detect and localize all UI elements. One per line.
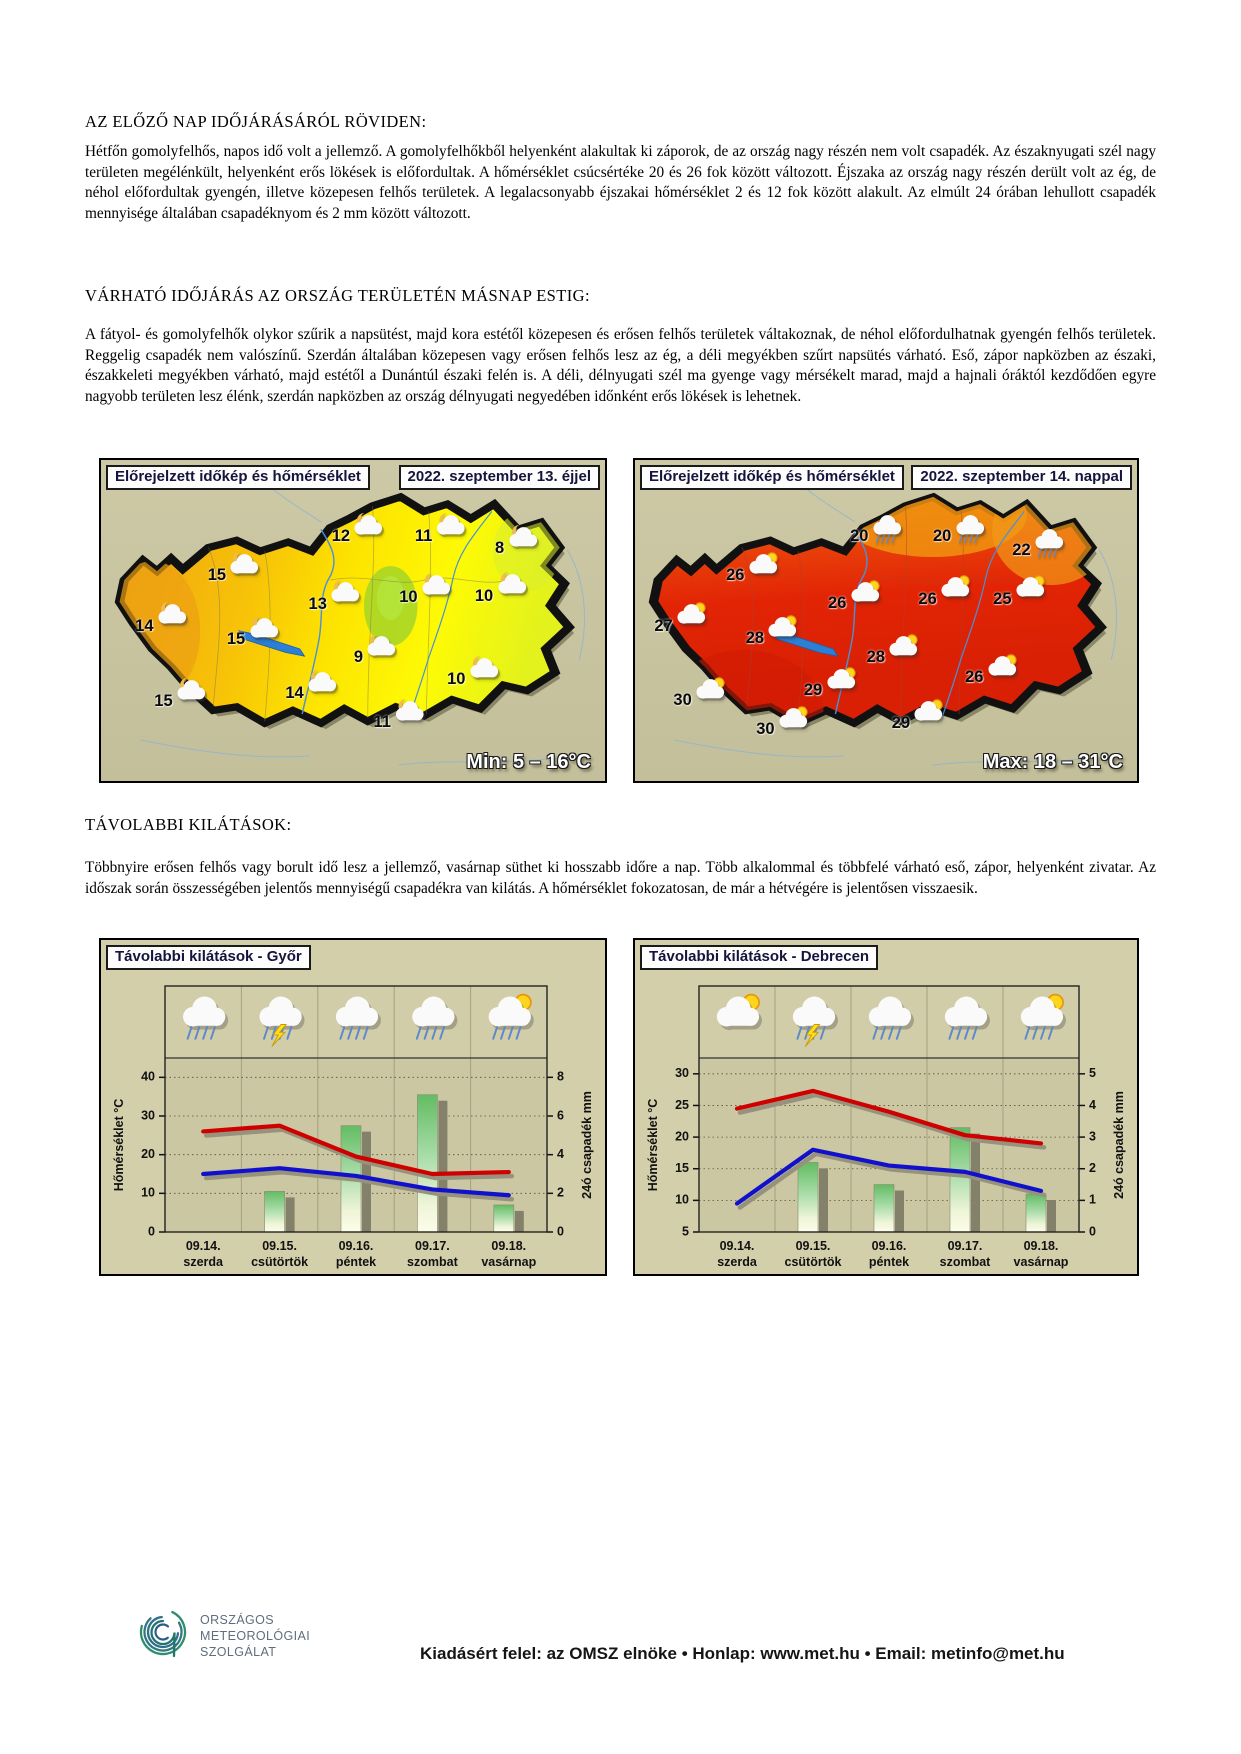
temp-value: 11 bbox=[373, 713, 391, 732]
x-label-day: vasárnap bbox=[481, 1255, 537, 1269]
temp-marker bbox=[154, 691, 207, 713]
precip-bar bbox=[1026, 1194, 1046, 1232]
temp-value: 26 bbox=[918, 589, 937, 608]
temp-value: 26 bbox=[726, 566, 745, 585]
temp-value: 29 bbox=[891, 713, 911, 732]
temp-marker bbox=[208, 565, 261, 587]
map-temps-overlay bbox=[101, 460, 605, 781]
section3-heading: TÁVOLABBI KILÁTÁSOK: bbox=[85, 815, 292, 834]
x-axis-labels bbox=[183, 1239, 536, 1269]
moon-cloud-icon bbox=[419, 573, 453, 609]
moon-cloud-icon bbox=[505, 524, 539, 560]
temp-value: 15 bbox=[226, 630, 246, 649]
moon-cloud-icon bbox=[351, 512, 385, 548]
forecast-map-day bbox=[633, 458, 1139, 783]
moon-cloud-icon bbox=[466, 655, 500, 691]
precip-bar-shadow bbox=[1047, 1200, 1056, 1232]
temp-marker bbox=[285, 683, 338, 705]
temp-value: 29 bbox=[803, 681, 823, 700]
temp-marker bbox=[654, 615, 707, 637]
temp-marker bbox=[804, 680, 857, 702]
precip-bar-shadow bbox=[286, 1197, 295, 1232]
map-temps-overlay bbox=[635, 460, 1137, 781]
outlook-chart-debrecen bbox=[633, 938, 1139, 1276]
temp-value: 12 bbox=[331, 527, 351, 546]
temp-marker bbox=[495, 538, 539, 560]
temp-value: 27 bbox=[654, 616, 673, 635]
x-label-day: péntek bbox=[335, 1255, 377, 1269]
svg-text:0: 0 bbox=[557, 1224, 564, 1239]
temp-marker bbox=[332, 526, 385, 548]
precip-bar-shadow bbox=[515, 1211, 524, 1232]
svg-text:1: 1 bbox=[1089, 1192, 1096, 1207]
svg-text:5: 5 bbox=[682, 1224, 689, 1239]
chart-title: Távolabbi kilátások - Debrecen bbox=[640, 945, 878, 970]
svg-text:10: 10 bbox=[675, 1192, 689, 1207]
sun-cloud-icon bbox=[984, 653, 1018, 689]
sun-cloud-icon bbox=[674, 601, 708, 637]
outlook-chart-svg bbox=[635, 940, 1137, 1274]
moon-cloud-icon bbox=[227, 551, 261, 587]
temp-marker bbox=[867, 647, 920, 669]
svg-text:2: 2 bbox=[557, 1185, 564, 1200]
precip-bar-shadow bbox=[819, 1168, 828, 1232]
temp-marker bbox=[933, 526, 986, 548]
temp-value: 28 bbox=[745, 629, 765, 648]
temp-marker bbox=[673, 690, 726, 712]
svg-text:0: 0 bbox=[148, 1224, 155, 1239]
map-max-range-label: Max: 18 – 31°C bbox=[982, 751, 1123, 773]
precip-bar-shadow bbox=[971, 1134, 980, 1232]
precip-bar-shadow bbox=[438, 1101, 447, 1232]
svg-text:4: 4 bbox=[1089, 1097, 1096, 1112]
svg-text:6: 6 bbox=[557, 1108, 564, 1123]
precip-bar-shadow bbox=[895, 1191, 904, 1232]
temp-value: 15 bbox=[207, 566, 227, 585]
outlook-chart-gyor bbox=[99, 938, 607, 1276]
temp-value: 25 bbox=[993, 589, 1012, 608]
rain-cloud-icon bbox=[952, 512, 986, 548]
temp-marker bbox=[892, 712, 945, 734]
temp-marker bbox=[746, 628, 799, 650]
map-title: Előrejelzett időkép és hőmérséklet bbox=[106, 465, 370, 490]
moon-cloud-icon bbox=[494, 572, 528, 608]
temp-marker bbox=[756, 719, 809, 741]
svg-text:25: 25 bbox=[675, 1097, 689, 1112]
temp-value: 28 bbox=[866, 648, 886, 667]
right-axis-title: 24ó csapadék mm bbox=[580, 1091, 594, 1199]
moon-cloud-icon bbox=[155, 601, 189, 637]
temp-value: 11 bbox=[414, 527, 433, 546]
chart-canvas bbox=[635, 940, 1137, 1274]
moon-cloud-icon bbox=[392, 698, 426, 734]
precip-bar bbox=[265, 1191, 285, 1232]
temp-marker bbox=[415, 526, 467, 548]
temp-marker bbox=[850, 526, 903, 548]
x-label-day: szerda bbox=[717, 1255, 757, 1269]
section3-paragraph: Többnyire erősen felhős vagy borult idő lesz a jellemző, vasárnap süthet ki hosszabb időre a nap. Több alkalommal és többfelé várható eső, zápor, helyenként zivatar. Az időszak során összességében jelentős mennyiségű csapadékra van kilátás. A hőmérséklet fokozatosan, de már a hétvégére is jelentősen visszaesik. bbox=[85, 859, 1156, 897]
moon-cloud-icon bbox=[246, 615, 280, 651]
temp-value: 20 bbox=[850, 527, 869, 546]
temp-value: 30 bbox=[756, 720, 775, 739]
section1-heading: AZ ELŐZŐ NAP IDŐJÁRÁSÁRÓL RÖVIDEN: bbox=[85, 112, 427, 131]
svg-text:30: 30 bbox=[141, 1108, 155, 1123]
precip-bar bbox=[798, 1162, 818, 1232]
moon-cloud-icon bbox=[433, 512, 467, 548]
sun-cloud-icon bbox=[847, 579, 881, 615]
svg-text:20: 20 bbox=[675, 1129, 689, 1144]
temp-value: 9 bbox=[353, 648, 364, 667]
chart-title: Távolabbi kilátások - Győr bbox=[106, 945, 311, 970]
chart-canvas bbox=[101, 940, 605, 1274]
temp-value: 26 bbox=[828, 594, 847, 613]
svg-text:4: 4 bbox=[557, 1146, 564, 1161]
section2-paragraph: A fátyol- és gomolyfelhők olykor szűrik a napsütést, majd kora estétől közepesen és erősen felhős területek váltakoznak, de néhol előfordulhatnak gyengén felhős területek. Reggelig csapadék nem valószínű. Szerdán általában közepesen vagy erősen felhős lesz az ég, a déli megyékben szűrt napsütés várható. Eső, zápor napközben az északi, északkeleti megyékben várható, majd estétől a Dunántúl északi felén is. A déli, délnyugati szél ma gyenge vagy mérsékelt marad, majd a hajnali óráktól kezdődően egyre nagyobb területen lesz élénk, szerdán napközben az ország délnyugati negyedében időnként erős lökések is lehetnek. bbox=[85, 326, 1156, 405]
moon-cloud-icon bbox=[328, 580, 362, 616]
x-label-date: 09.17. bbox=[947, 1239, 983, 1253]
right-axis-title: 24ó csapadék mm bbox=[1112, 1091, 1126, 1199]
moon-cloud-icon bbox=[305, 669, 339, 705]
section1-paragraph: Hétfőn gomolyfelhős, napos idő volt a jellemző. A gomolyfelhőkből helyenként alakultak ki záporok, de az ország nagy részén nem volt csapadék. Az északnyugati szél nagy területen megélénkült, helyenként erős lökések is előfordultak. A hőmérséklet csúcsértéke 20 és 26 fok között változott. Éjszaka az ország nagy részén derült volt az ég, de néhol előfordultak gyengén, illetve közepesen felhős területek. A legalacsonyabb éjszakai hőmérséklet 2 és 12 fok között alakult. Az elmúlt 24 órában lehullott csapadék mennyisége általában csapadéknyom és 2 mm között változott. bbox=[85, 143, 1156, 222]
sun-cloud-icon bbox=[911, 698, 945, 734]
temp-marker bbox=[447, 669, 500, 691]
x-label-date: 09.14. bbox=[185, 1239, 221, 1253]
x-label-date: 09.16. bbox=[338, 1239, 374, 1253]
omsz-logo-icon bbox=[136, 1606, 190, 1666]
temp-value: 10 bbox=[447, 670, 466, 689]
x-label-day: péntek bbox=[868, 1255, 910, 1269]
temp-value: 15 bbox=[154, 692, 173, 711]
sun-cloud-icon bbox=[765, 614, 799, 650]
temp-value: 10 bbox=[399, 587, 418, 606]
map-min-range-label: Min: 5 – 16°C bbox=[466, 751, 591, 773]
temp-marker bbox=[726, 565, 779, 587]
temp-marker bbox=[309, 594, 362, 616]
temp-marker bbox=[1012, 540, 1065, 562]
svg-text:8: 8 bbox=[557, 1069, 564, 1084]
x-label-date: 09.18. bbox=[1023, 1239, 1059, 1253]
x-label-day: szerda bbox=[183, 1255, 224, 1269]
sun-cloud-icon bbox=[886, 633, 920, 669]
temp-marker bbox=[828, 593, 881, 615]
temp-marker bbox=[918, 588, 971, 610]
x-label-day: csütörtök bbox=[251, 1255, 309, 1269]
temp-value: 10 bbox=[474, 586, 494, 605]
temp-marker bbox=[135, 615, 188, 637]
x-label-date: 09.17. bbox=[415, 1239, 450, 1253]
sun-cloud-icon bbox=[1013, 574, 1047, 610]
rain-cloud-icon bbox=[1032, 526, 1066, 562]
precip-bar bbox=[950, 1128, 970, 1232]
temp-value: 22 bbox=[1012, 541, 1031, 560]
temp-value: 8 bbox=[495, 539, 505, 558]
x-axis-labels bbox=[717, 1239, 1069, 1269]
x-label-date: 09.16. bbox=[871, 1239, 907, 1253]
temp-marker bbox=[374, 712, 426, 734]
temp-value: 14 bbox=[285, 684, 304, 703]
x-label-date: 09.15. bbox=[262, 1239, 297, 1253]
x-label-date: 09.14. bbox=[719, 1239, 755, 1253]
temp-marker bbox=[965, 667, 1018, 689]
svg-text:10: 10 bbox=[141, 1185, 155, 1200]
omsz-logo-text bbox=[200, 1612, 310, 1661]
left-axis-title: Hőmérséklet °C bbox=[112, 1098, 126, 1192]
temp-value: 20 bbox=[932, 527, 952, 546]
x-label-day: csütörtök bbox=[784, 1255, 842, 1269]
footer-credit-line: Kiadásért felel: az OMSZ elnöke • Honlap: www.met.hu • Email: metinfo@met.hu bbox=[420, 1644, 1065, 1663]
left-axis-title: Hőmérséklet °C bbox=[646, 1098, 660, 1192]
svg-text:20: 20 bbox=[141, 1146, 155, 1161]
temp-marker bbox=[399, 587, 452, 609]
temp-marker bbox=[993, 588, 1046, 610]
moon-cloud-icon bbox=[364, 633, 398, 669]
logo-line-2: METEOROLÓGIAI bbox=[200, 1628, 311, 1643]
moon-cloud-icon bbox=[174, 677, 208, 713]
svg-text:15: 15 bbox=[675, 1161, 689, 1176]
temp-marker bbox=[354, 647, 398, 669]
sun-cloud-icon bbox=[823, 666, 857, 702]
x-label-date: 09.18. bbox=[491, 1239, 527, 1253]
x-label-day: vasárnap bbox=[1013, 1255, 1069, 1269]
right-axis bbox=[547, 1070, 564, 1239]
temp-marker bbox=[227, 629, 280, 651]
outlook-chart-svg bbox=[101, 940, 605, 1274]
map-date-label: 2022. szeptember 14. nappal bbox=[911, 465, 1132, 490]
x-label-date: 09.15. bbox=[795, 1239, 831, 1253]
precip-bar bbox=[417, 1095, 437, 1232]
x-label-day: szombat bbox=[939, 1255, 991, 1269]
logo-line-3: SZOLGÁLAT bbox=[200, 1645, 277, 1660]
precip-bar bbox=[874, 1185, 894, 1232]
rain-cloud-icon bbox=[869, 512, 903, 548]
map-title: Előrejelzett időkép és hőmérséklet bbox=[640, 465, 904, 490]
temp-value: 30 bbox=[673, 691, 692, 710]
x-label-day: szombat bbox=[407, 1255, 458, 1269]
right-axis bbox=[1079, 1066, 1096, 1238]
map-date-label: 2022. szeptember 13. éjjel bbox=[399, 465, 600, 490]
sun-cloud-icon bbox=[745, 551, 779, 587]
omsz-logo-block bbox=[136, 1606, 310, 1666]
precip-bar bbox=[494, 1205, 514, 1232]
svg-text:40: 40 bbox=[141, 1069, 155, 1084]
temp-value: 14 bbox=[135, 616, 154, 635]
temp-value: 26 bbox=[965, 668, 984, 687]
svg-text:5: 5 bbox=[1089, 1066, 1096, 1081]
sun-cloud-icon bbox=[938, 574, 972, 610]
sun-cloud-icon bbox=[776, 705, 810, 741]
logo-line-1: ORSZÁGOS bbox=[200, 1612, 275, 1627]
sun-cloud-icon bbox=[693, 676, 727, 712]
temp-marker bbox=[475, 586, 528, 608]
forecast-map-night bbox=[99, 458, 607, 783]
svg-text:30: 30 bbox=[675, 1066, 689, 1081]
temp-value: 13 bbox=[308, 594, 327, 613]
svg-text:0: 0 bbox=[1089, 1224, 1096, 1239]
svg-text:2: 2 bbox=[1089, 1161, 1096, 1176]
section2-heading: VÁRHATÓ IDŐJÁRÁS AZ ORSZÁG TERÜLETÉN MÁSNAP ESTIG: bbox=[85, 286, 590, 305]
svg-text:3: 3 bbox=[1089, 1129, 1096, 1144]
